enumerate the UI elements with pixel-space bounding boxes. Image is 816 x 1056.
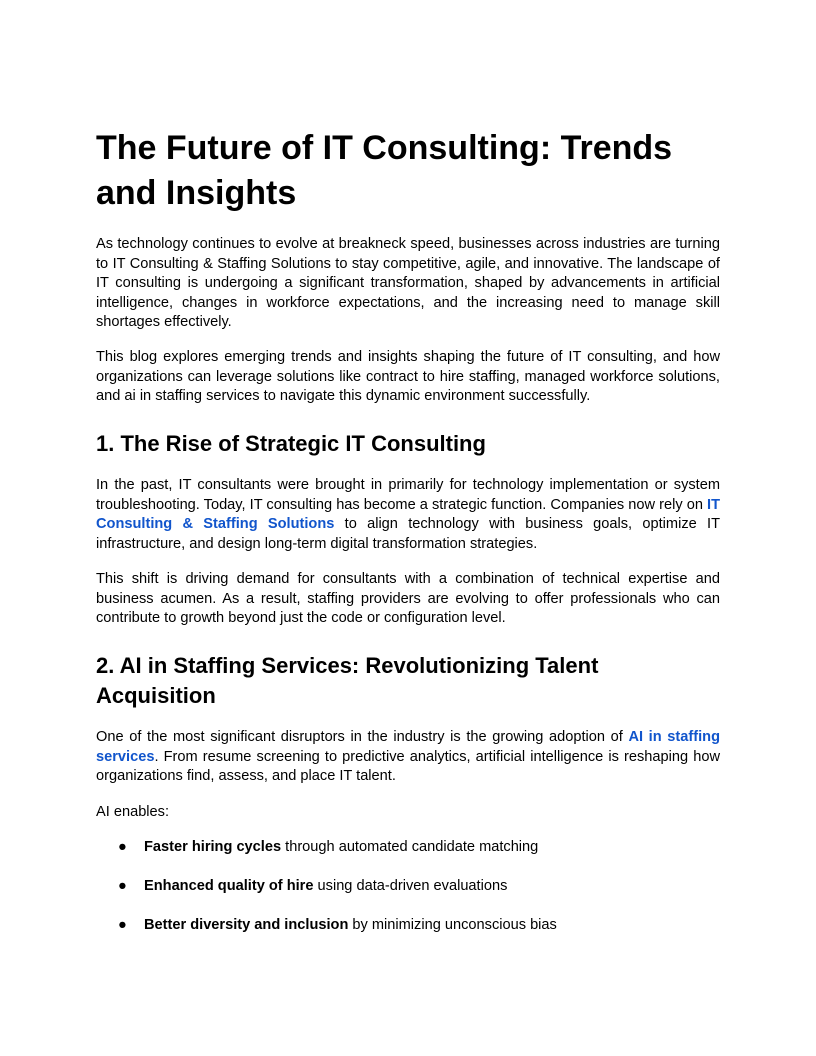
ai-benefits-list <box>96 838 720 955</box>
list-item-text: by minimizing unconscious bias <box>348 917 557 933</box>
page-title: The Future of IT Consulting: Trends and Insights <box>96 129 673 212</box>
bullet-icon: ● <box>118 917 127 933</box>
section-2-text-after-link: . From resume screening to predictive analytics, artificial intelligence is reshaping how organizations find, assess, and place IT talent. <box>96 748 720 784</box>
ai-in-staffing-link[interactable]: AI in staffing services <box>96 729 720 765</box>
bullet-icon: ● <box>118 839 127 855</box>
intro-paragraph-1: As technology continues to evolve at breakneck speed, businesses across industries are turning to IT Consulting & Staffing Solutions to stay competitive, agile, and innovative. The landscape of IT consulting is undergoing a significant transformation, shaped by advancements in artificial intelligence, changes in workforce expectations, and the increasing need to manage skill shortages effectively. <box>96 236 720 330</box>
section-2-text-before-link: One of the most significant disruptors in the industry is the growing adoption of <box>96 729 629 745</box>
section-1-paragraph-2: This shift is driving demand for consultants with a combination of technical expertise and business acumen. As a result, staffing providers are evolving to offer professionals who can contribute to growth beyond just the code or configuration level. <box>96 571 720 626</box>
section-2-paragraph-1 <box>96 728 720 787</box>
section-1-heading: 1. The Rise of Strategic IT Consulting <box>96 431 486 456</box>
bullet-icon: ● <box>118 878 127 894</box>
list-item-bold: Enhanced quality of hire <box>144 878 314 894</box>
list-item-text: through automated candidate matching <box>281 839 539 855</box>
section-1-text-before-link: In the past, IT consultants were brought in primarily for technology implementation or system troubleshooting. Today, IT consulting has become a strategic function. Companies now rely on <box>96 477 720 513</box>
section-1-text-after-link: to align technology with business goals, optimize IT infrastructure, and design long-term digital transformation strategies. <box>96 516 720 552</box>
section-1-paragraph-1 <box>96 476 720 554</box>
list-item-bold: Faster hiring cycles <box>144 839 282 855</box>
it-consulting-staffing-link[interactable]: IT Consulting & Staffing Solutions <box>96 496 720 532</box>
list-item <box>96 838 720 877</box>
list-item-bold: Better diversity and inclusion <box>144 917 349 933</box>
list-item <box>96 916 720 955</box>
list-item <box>96 877 720 916</box>
ai-enables-label: AI enables: <box>96 804 170 820</box>
list-item-text: using data-driven evaluations <box>313 878 508 894</box>
intro-paragraph-2: This blog explores emerging trends and insights shaping the future of IT consulting, and how organizations can leverage solutions like contract to hire staffing, managed workforce solutions, and ai in staffing services to navigate this dynamic environment successfully. <box>96 349 720 404</box>
section-2-heading: 2. AI in Staffing Services: Revolutionizing Talent Acquisition <box>96 653 599 708</box>
